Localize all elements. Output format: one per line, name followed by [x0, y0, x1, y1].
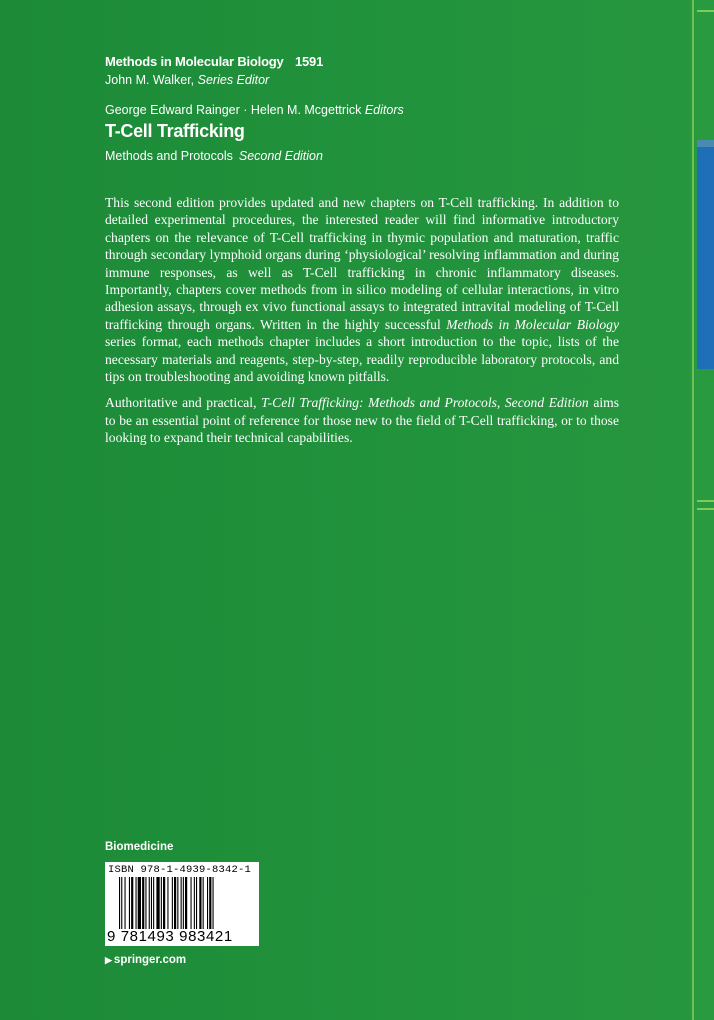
isbn-label: ISBN 978-1-4939-8342-1: [108, 864, 252, 876]
spine-blue-cap: [697, 140, 714, 147]
description: [105, 194, 619, 456]
barcode-bar: [183, 877, 184, 929]
desc-p1-text-b: series format, each methods chapter includes a short introduction to the topic, lists of the necessary materials and reagents, step-by-step, readily reproducible laboratory protocols, and tips on troubleshooting and avoiding known pitfalls.: [105, 334, 619, 385]
desc-p1-text-a: This second edition provides updated and new chapters on T-Cell trafficking. In addition to detailed experimental procedures, the interested reader will find informative introductory chapters on the relevance of T-Cell trafficking in thymic population and maturation, traffic through secondary lymphoid organs during ‘physiological’ resolving inflammation and during immune responses, as well as T-Cell trafficking in chronic inflammatory diseases. Importantly, chapters cover methods from in silico modeling of cellular interactions, in vitro adhesion assays, through ex vivo functional assays to integrated intravital modeling of T-Cell trafficking through organs. Written in the highly successful: [105, 195, 619, 332]
book-title: T-Cell Trafficking: [105, 121, 245, 141]
barcode-bar: [194, 877, 195, 929]
barcode-bar: [181, 877, 182, 929]
barcode-bar: [142, 877, 144, 929]
barcode-bar: [145, 877, 146, 929]
barcode-bar: [138, 877, 141, 929]
spine-blue-band: [697, 147, 714, 369]
barcode-bar: [121, 877, 122, 929]
barcode-bar: [167, 877, 168, 929]
edition-text: Second Edition: [238, 149, 323, 163]
spine-tick: [697, 508, 714, 510]
series-number: 1591: [295, 54, 324, 69]
barcode-bar: [131, 877, 133, 929]
barcode-bar: [199, 877, 201, 929]
book-subtitle: [105, 149, 323, 163]
desc-p2-text-b: aims to be an essential point of reference for those new to the field of T-Cell trafficking, or to those looking to expand their technical capabilities.: [105, 395, 619, 446]
ean-digits: 9 781493 983421: [107, 928, 233, 945]
spine-tick: [697, 10, 714, 12]
triangle-right-icon: ▶: [105, 955, 112, 965]
barcode-bar: [125, 877, 126, 929]
barcode-bar: [129, 877, 130, 929]
barcode-bar: [119, 877, 120, 929]
desc-p2-title: T-Cell Trafficking: Methods and Protocols, Second Edition: [261, 395, 589, 411]
barcode-bar: [156, 877, 159, 929]
series-editor-role: Series Editor: [197, 73, 270, 87]
book-editors: [105, 103, 404, 117]
barcode-bar: [209, 877, 211, 929]
category-label: Biomedicine: [105, 841, 174, 853]
barcode-bar: [185, 877, 187, 929]
barcode-bars: [119, 877, 251, 929]
barcode-bar: [196, 877, 197, 929]
editors-role: Editors: [364, 103, 404, 117]
publisher-url: springer.com: [113, 954, 187, 966]
series-name: Methods in Molecular Biology: [105, 54, 284, 69]
barcode-bar: [151, 877, 152, 929]
publisher-link[interactable]: [105, 954, 186, 966]
series-editor-name: John M. Walker,: [105, 73, 195, 87]
barcode-bar: [153, 877, 154, 929]
barcode-bar: [163, 877, 165, 929]
isbn-barcode: [105, 862, 259, 946]
barcode-bar: [191, 877, 192, 929]
description-paragraph-2: [105, 394, 619, 446]
barcode-bar: [149, 877, 150, 929]
subtitle-text: Methods and Protocols: [105, 149, 233, 163]
desc-p2-text-a: Authoritative and practical,: [105, 395, 262, 411]
barcode-bar: [161, 877, 162, 929]
series-editor: [105, 73, 269, 87]
desc-p1-series: Methods in Molecular Biology: [446, 316, 619, 332]
series-title: [105, 54, 323, 69]
description-paragraph-1: [105, 194, 619, 385]
editors-names: George Edward Rainger · Helen M. Mcgettrick: [105, 103, 362, 117]
barcode-bar: [177, 877, 178, 929]
spine-line: [692, 0, 694, 1020]
barcode-bar: [174, 877, 176, 929]
barcode-bar: [213, 877, 214, 929]
barcode-bar: [136, 877, 137, 929]
barcode-bar: [207, 877, 208, 929]
spine-tick: [697, 500, 714, 502]
barcode-bar: [172, 877, 173, 929]
barcode-bar: [203, 877, 204, 929]
